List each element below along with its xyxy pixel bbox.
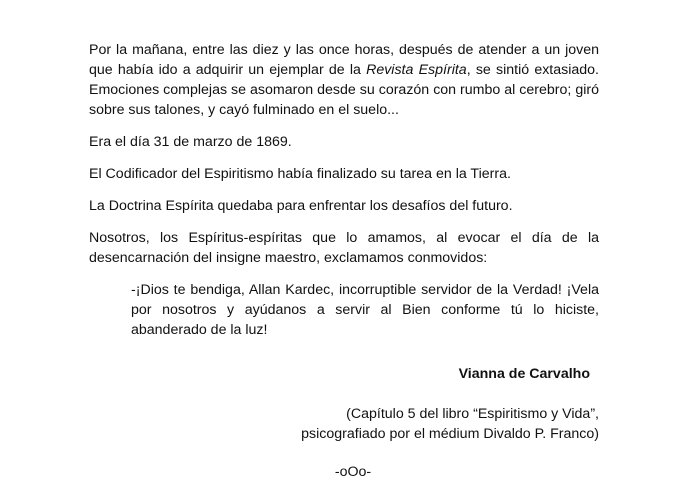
source-line-2: psicografiado por el médium Divaldo P. Franco) [301,426,599,442]
author-signature: Vianna de Carvalho [458,366,590,382]
section-separator: -oOo- [334,464,372,480]
paragraph-5: Nosotros, los Espíritus-espíritas que lo amamos, al evocar el día de la desencarnación del insigne maestro, exclamamos conmovidos: [89,230,599,266]
paragraph-1 [89,40,599,120]
source-line-1: (Capítulo 5 del libro “Espiritismo y Vida”, [346,406,599,422]
paragraph-4: La Doctrina Espírita quedaba para enfrentar los desafíos del futuro. [89,198,513,214]
paragraph-2: Era el día 31 de marzo de 1869. [89,134,292,150]
paragraph-1-text-b: , se sintió extasiado. Emociones complejas se asomaron desde su corazón con rumbo al cerebro; giró sobre sus talones, y cayó fulminado en el suelo... [89,62,599,118]
source-citation [89,404,599,444]
quote-block: -¡Dios te bendiga, Allan Kardec, incorruptible servidor de la Verdad! ¡Vela por nosotros y ayúdanos a servir al Bien conforme tú lo hiciste, abanderado de la luz! [131,282,599,338]
paragraph-1-text-a: Por la mañana, entre las diez y las once horas, después de atender a un joven que había ido a adquirir un ejemplar de la [89,42,599,78]
magazine-title: Revista Espírita [366,62,467,78]
paragraph-3: El Codificador del Espiritismo había finalizado su tarea en la Tierra. [89,166,511,182]
document-page [89,40,599,482]
